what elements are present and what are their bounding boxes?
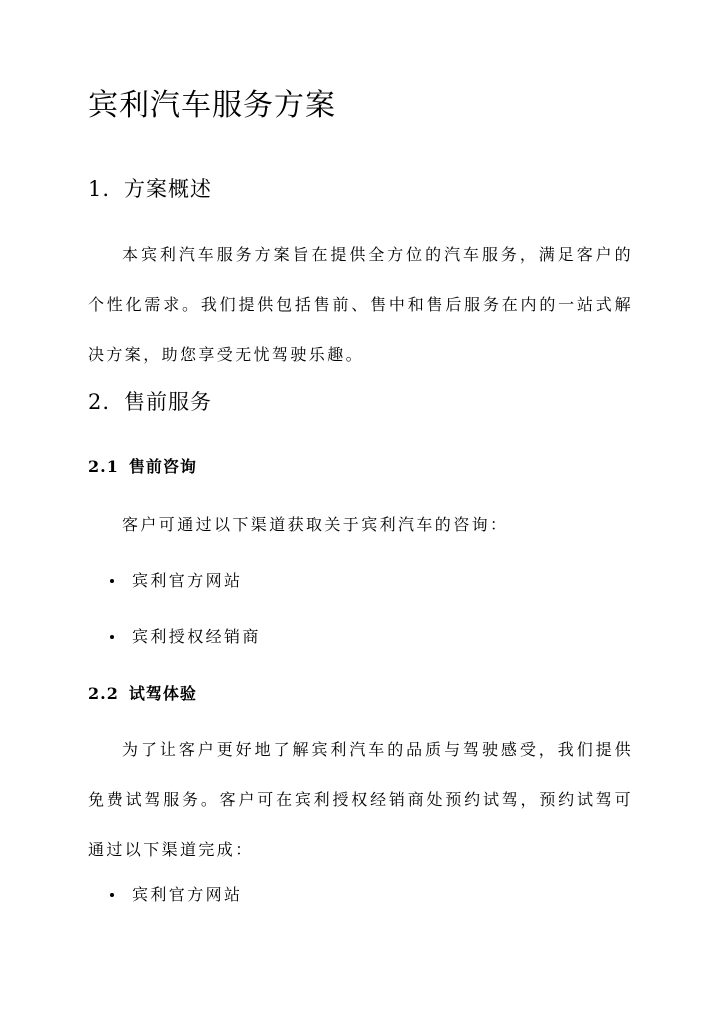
consultation-paragraph: 客户可通过以下渠道获取关于宾利汽车的咨询：: [122, 515, 509, 534]
subsection-heading-consultation: [88, 455, 197, 479]
document-title: 宾利汽车服务方案: [88, 88, 336, 123]
bullet-icon: [110, 893, 114, 897]
subsection-number: 2.2: [88, 684, 119, 703]
subsection-heading-test-drive: [88, 682, 197, 706]
list-item: [88, 883, 242, 939]
consultation-channel-list: [88, 569, 261, 681]
test-drive-paragraph: 为了让客户更好地了解宾利汽车的品质与驾驶感受，我们提供免费试驾服务。客户可在宾利授权经销商处预约试驾，预约试驾可通过以下渠道完成：: [88, 740, 633, 859]
section-number: 1.: [88, 177, 111, 201]
subsection-title: 试驾体验: [128, 684, 197, 703]
overview-paragraph: 本宾利汽车服务方案旨在提供全方位的汽车服务，满足客户的个性化需求。我们提供包括售前、售中和售后服务在内的一站式解决方案，助您享受无忧驾驶乐趣。: [88, 245, 633, 364]
list-item: [88, 569, 261, 625]
section-number: 2.: [88, 390, 111, 414]
section-title: 方案概述: [124, 177, 213, 201]
list-item: [88, 625, 261, 681]
test-drive-channel-list: [88, 883, 242, 939]
list-item-text: 宾利授权经销商: [132, 627, 261, 646]
list-item-text: 宾利官方网站: [132, 571, 243, 590]
subsection-title: 售前咨询: [128, 457, 197, 476]
section-heading-overview: [88, 174, 212, 204]
bullet-icon: [110, 635, 114, 639]
subsection-number: 2.1: [88, 457, 119, 476]
bullet-icon: [110, 579, 114, 583]
list-item-text: 宾利官方网站: [132, 885, 243, 904]
section-heading-presales: [88, 387, 212, 417]
section-title: 售前服务: [124, 390, 213, 414]
